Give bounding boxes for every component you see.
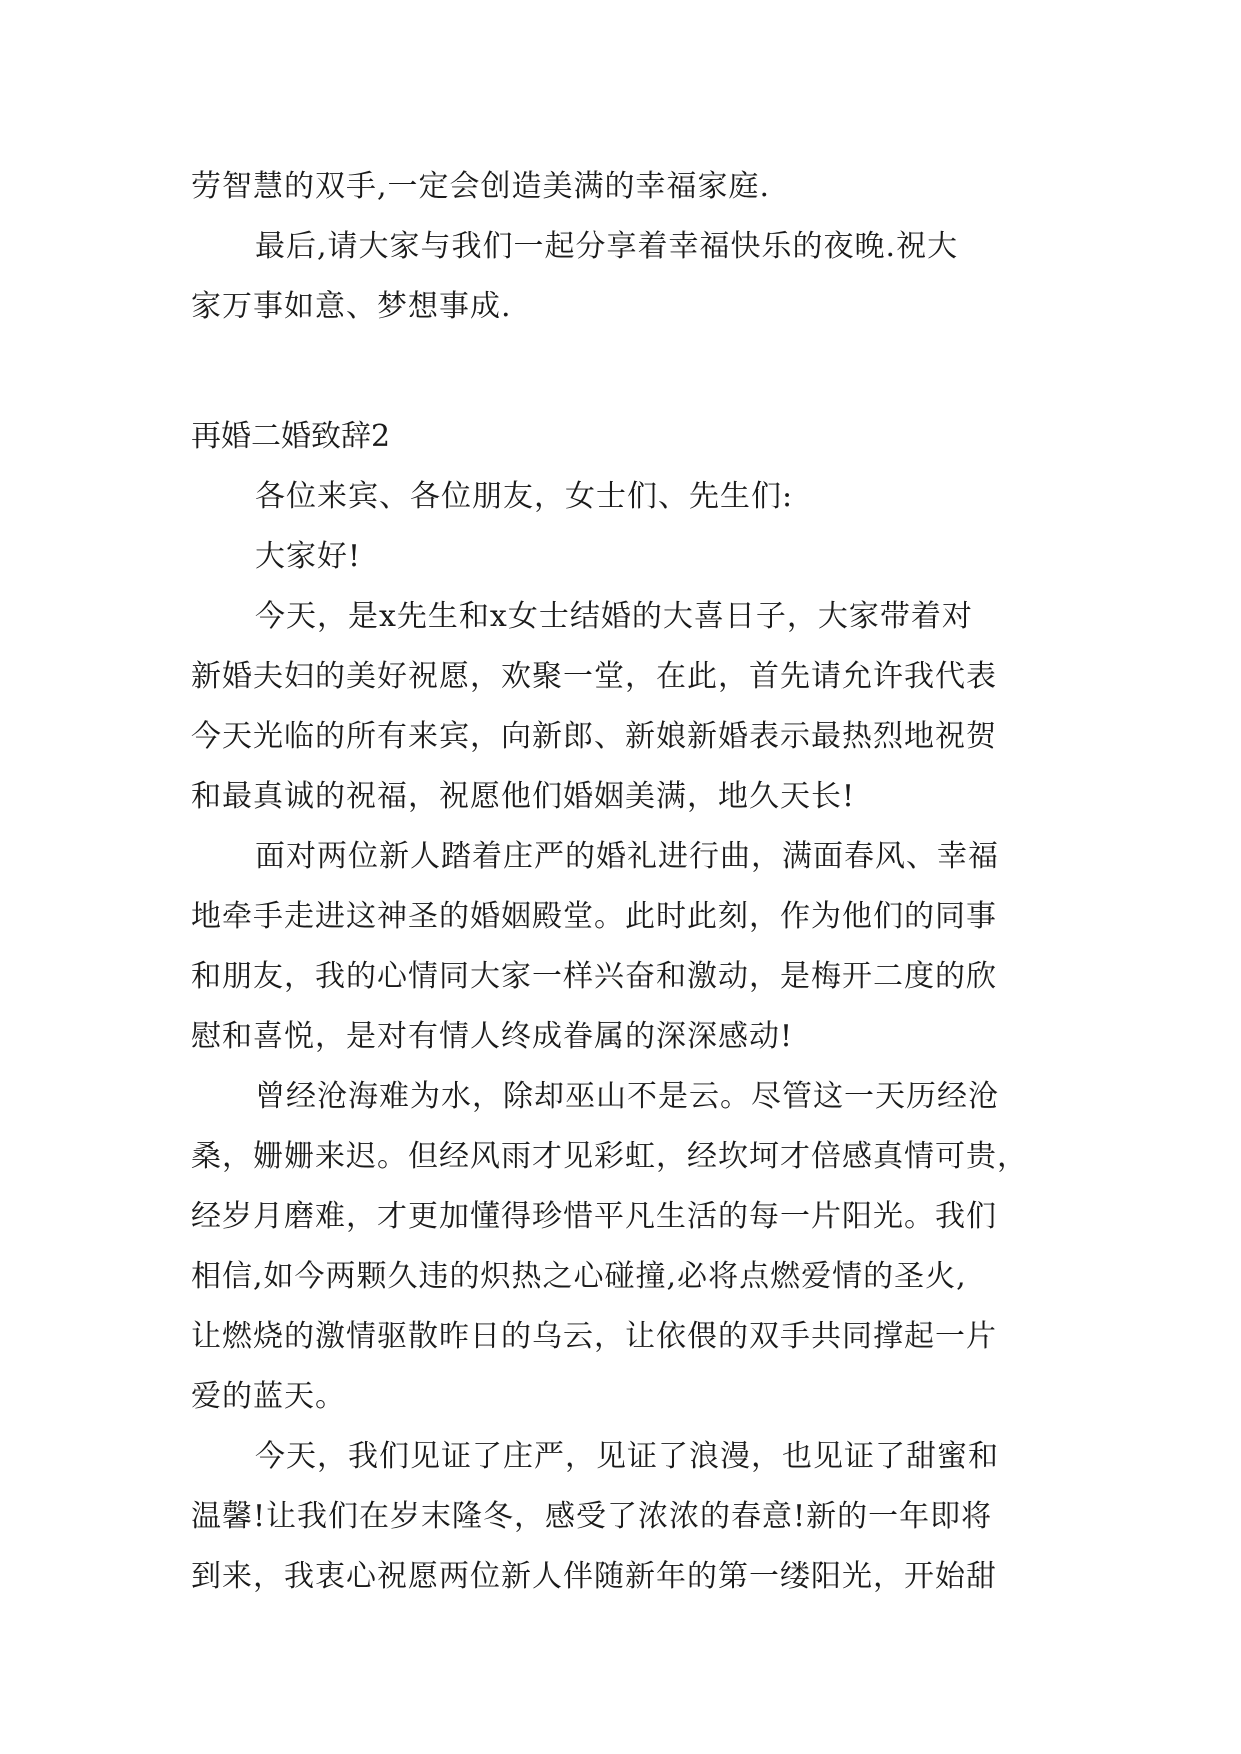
text-line: 各位来宾、各位朋友，女士们、先生们: bbox=[255, 479, 794, 514]
text-line: 最后,请大家与我们一起分享着幸福快乐的夜晚.祝大 bbox=[255, 229, 959, 264]
text-line: 地牵手走进这神圣的婚姻殿堂。此时此刻，作为他们的同事 bbox=[191, 899, 997, 934]
text-line: 面对两位新人踏着庄严的婚礼进行曲，满面春风、幸福 bbox=[255, 839, 999, 874]
text-line: 今天光临的所有来宾，向新郎、新娘新婚表示最热烈地祝贺 bbox=[191, 719, 997, 754]
text-line: 家万事如意、梦想事成. bbox=[191, 289, 512, 324]
text-line: 今天，我们见证了庄严，见证了浪漫，也见证了甜蜜和 bbox=[255, 1439, 999, 1474]
section-title: 再婚二婚致辞2 bbox=[191, 419, 391, 454]
text-line: 和朋友，我的心情同大家一样兴奋和激动，是梅开二度的欣 bbox=[191, 959, 997, 994]
text-line: 大家好! bbox=[255, 539, 362, 574]
text-line: 今天，是x先生和x女士结婚的大喜日子，大家带着对 bbox=[255, 599, 973, 634]
text-line: 劳智慧的双手,一定会创造美满的幸福家庭. bbox=[191, 169, 771, 204]
text-line: 爱的蓝天。 bbox=[191, 1379, 346, 1414]
text-line: 相信,如今两颗久违的炽热之心碰撞,必将点燃爱情的圣火, bbox=[191, 1259, 967, 1294]
text-line: 到来，我衷心祝愿两位新人伴随新年的第一缕阳光，开始甜 bbox=[191, 1559, 997, 1594]
text-line: 新婚夫妇的美好祝愿，欢聚一堂，在此，首先请允许我代表 bbox=[191, 659, 997, 694]
section-spacer bbox=[191, 337, 1057, 407]
text-line: 经岁月磨难，才更加懂得珍惜平凡生活的每一片阳光。我们 bbox=[191, 1199, 997, 1234]
text-line: 慰和喜悦，是对有情人终成眷属的深深感动! bbox=[191, 1019, 794, 1054]
document-page bbox=[191, 157, 1057, 1607]
text-line: 让燃烧的激情驱散昨日的乌云，让依偎的双手共同撑起一片 bbox=[191, 1319, 997, 1354]
text-line: 曾经沧海难为水，除却巫山不是云。尽管这一天历经沧 bbox=[255, 1079, 999, 1114]
text-line: 桑，姗姗来迟。但经风雨才见彩虹，经坎坷才倍感真情可贵， bbox=[191, 1139, 1028, 1174]
text-line: 温馨!让我们在岁末隆冬，感受了浓浓的春意!新的一年即将 bbox=[191, 1499, 993, 1534]
text-line: 和最真诚的祝福，祝愿他们婚姻美满，地久天长! bbox=[191, 779, 856, 814]
